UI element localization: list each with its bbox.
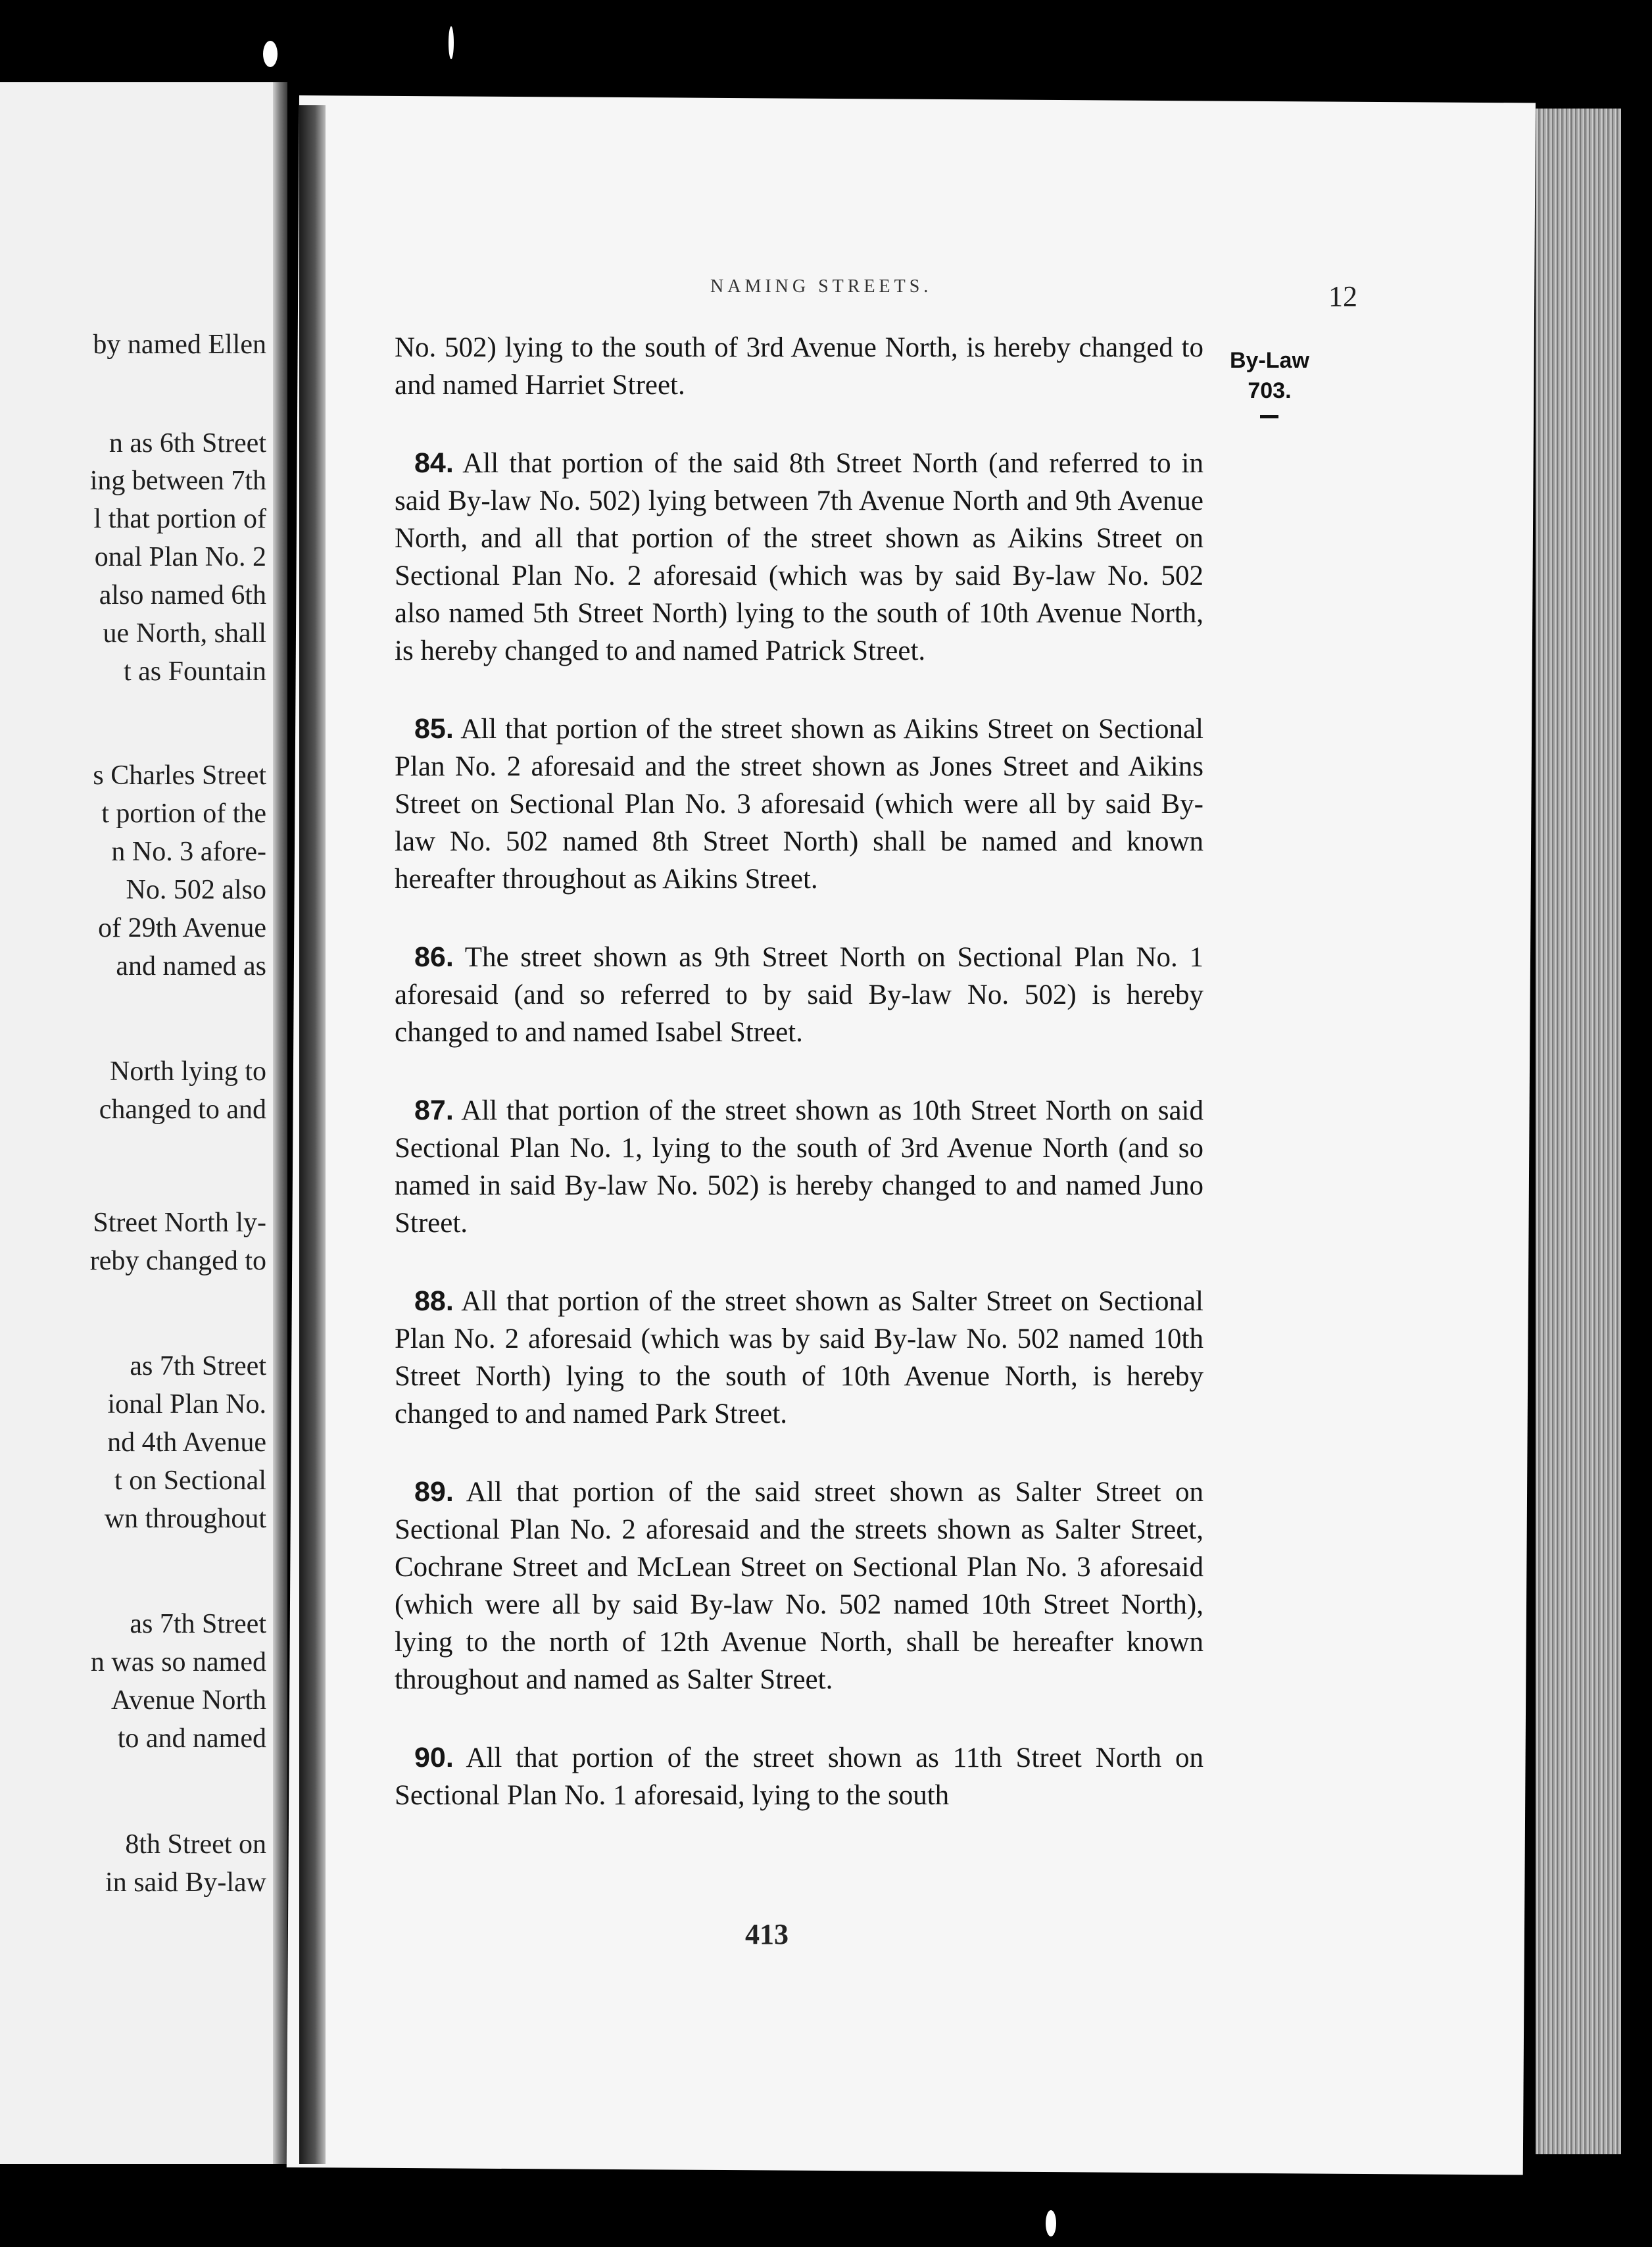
paragraph — [395, 1092, 1203, 1242]
left-page-line: s Charles Street — [93, 760, 266, 791]
left-facing-page — [0, 82, 273, 2164]
left-page-line: t on Sectional — [114, 1466, 266, 1496]
left-page-line: to and named — [117, 1723, 266, 1754]
left-page-line: wn throughout — [104, 1504, 266, 1534]
body-text — [395, 329, 1203, 1855]
left-page-line: ional Plan No. — [107, 1389, 266, 1420]
paragraph-text: All that portion of the said 8th Street North (and referred to in said By-law No. 502) lying between 7th Avenue North and 9th Avenue North, and all that portion of the street shown as Aikins Street on Sectional Plan No. 2 aforesaid (which was by said By-law No. 502 also named 5th Street North) lying to the south of 10th Avenue North, is hereby changed to and named Patrick Street. — [395, 448, 1203, 666]
paragraph-text: All that portion of the street shown as 10th Street North on said Sectional Plan No. 1, lying to the south of 3rd Avenue North (and so named in said By-law No. 502) is hereby changed to and named Juno Street. — [395, 1095, 1203, 1239]
section-number: 85. — [414, 713, 454, 745]
paragraph — [395, 1739, 1203, 1814]
left-page-line: changed to and — [99, 1095, 266, 1125]
left-page-line: and named as — [116, 951, 266, 981]
paragraph-text: All that portion of the street shown as Salter Street on Sectional Plan No. 2 aforesaid (which was by said By-law No. 502 named 10th Street North) lying to the south of 10th Avenue North, is hereby changed to and named Park Street. — [395, 1286, 1203, 1429]
page-edges — [1536, 109, 1621, 2154]
paragraph — [395, 1283, 1203, 1433]
section-number: 88. — [414, 1285, 454, 1317]
margin-note — [1230, 345, 1309, 418]
paragraph — [395, 939, 1203, 1051]
corner-number: 12 — [1328, 280, 1357, 312]
paragraph-text: No. 502) lying to the south of 3rd Avenue North, is hereby changed to and named Harriet Street. — [395, 332, 1203, 401]
paragraph — [395, 710, 1203, 898]
section-number: 90. — [414, 1742, 454, 1773]
left-page-line: No. 502 also — [126, 875, 266, 905]
paragraph — [395, 445, 1203, 670]
left-page-line: l that portion of — [93, 504, 266, 534]
paragraph-text: All that portion of the street shown as Aikins Street on Sectional Plan No. 2 aforesaid and the street shown as Jones Street and Aikins Street on Sectional Plan No. 3 aforesaid (which were all by said By-law No. 502 named 8th Street North) shall be named and known hereafter throughout as Aikins Street. — [395, 714, 1203, 895]
running-head: NAMING STREETS. — [710, 276, 933, 297]
left-page-line: in said By-law — [105, 1867, 266, 1898]
section-number: 86. — [414, 941, 454, 973]
left-page-line: as 7th Street — [130, 1351, 266, 1381]
left-page-line: n was so named — [90, 1647, 266, 1677]
page-binding-shadow — [299, 105, 326, 2164]
section-number: 89. — [414, 1476, 454, 1508]
scan-speck — [1046, 2210, 1056, 2236]
paragraph-text: All that portion of the street shown as 11th Street North on Sectional Plan No. 1 aforesaid, lying to the south — [395, 1742, 1203, 1811]
left-page-line: Avenue North — [111, 1685, 266, 1716]
left-page-line: also named 6th — [99, 580, 266, 610]
paragraph — [395, 1473, 1203, 1698]
section-number: 84. — [414, 447, 454, 479]
margin-note-line-1: By-Law — [1230, 348, 1309, 373]
left-page-line: as 7th Street — [130, 1609, 266, 1639]
left-page-line: t portion of the — [101, 799, 266, 829]
book-gutter — [273, 82, 287, 2164]
paragraph — [395, 329, 1203, 404]
left-page-line: by named Ellen — [93, 330, 266, 360]
left-page-line: onal Plan No. 2 — [94, 542, 266, 572]
left-page-line: nd 4th Avenue — [107, 1427, 266, 1458]
scan-speck — [263, 41, 278, 67]
paragraph-text: The street shown as 9th Street North on Sectional Plan No. 1 aforesaid (and so referred to by said By-law No. 502) is hereby changed to and named Isabel Street. — [395, 942, 1203, 1048]
scan-speck — [449, 26, 454, 59]
left-page-line: reby changed to — [89, 1246, 266, 1276]
left-page-line: t as Fountain — [124, 656, 266, 687]
left-page-line: ue North, shall — [103, 618, 266, 649]
left-page-line: 8th Street on — [125, 1829, 266, 1860]
left-page-line: Street North ly- — [93, 1208, 266, 1238]
left-page-line: of 29th Avenue — [98, 913, 266, 943]
left-page-line: n as 6th Street — [109, 428, 266, 458]
page-folio: 413 — [745, 1918, 789, 1950]
paragraph-text: All that portion of the said street shown as Salter Street on Sectional Plan No. 2 aforesaid and the streets shown as Salter Street, Cochrane Street and McLean Street on Sectional Plan No. 3 aforesaid (which were all by said By-law No. 502 named 10th Street North), lying to the north of 12th Avenue North, shall be hereafter known throughout and named as Salter Street. — [395, 1477, 1203, 1695]
left-page-line: ing between 7th — [89, 466, 266, 496]
section-number: 87. — [414, 1095, 454, 1126]
left-page-line: North lying to — [110, 1056, 266, 1087]
margin-note-line-2: 703. — [1248, 378, 1292, 403]
left-page-line: n No. 3 afore- — [111, 837, 266, 867]
margin-note-rule — [1260, 415, 1278, 418]
